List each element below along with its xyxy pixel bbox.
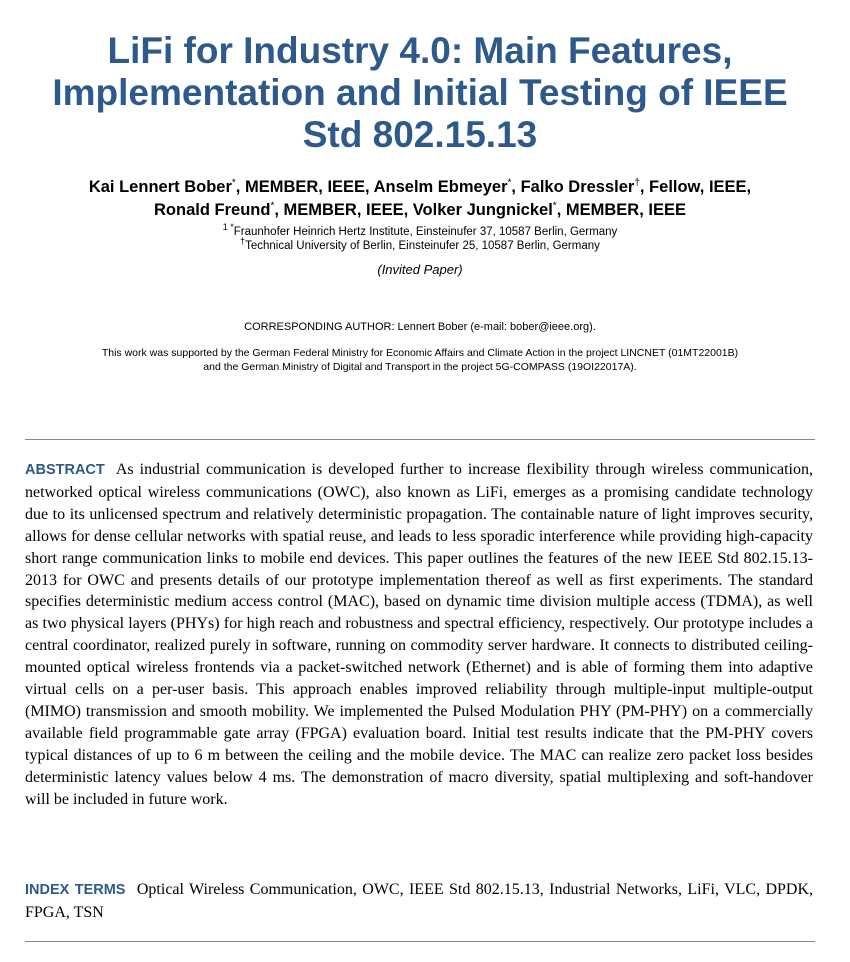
affiliation-text: Fraunhofer Heinrich Hertz Institute, Einsteinufer 37, 10587 Berlin, Germany <box>233 226 618 238</box>
author-list <box>20 176 820 222</box>
affiliation-mark: † <box>240 236 246 247</box>
abstract-text: As industrial communication is developed further to increase flexibility through wireless communication, networked optical wireless communications (OWC), also known as LiFi, emerges as a promising candidate technology due to its unlicensed spectrum and relatively deterministic propagation. The containable nature of light improves security, allows for dense cellular networks with spatial reuse, and leads to less sporadic interference while providing high-capacity short range communication links to mobile end devices. This paper outlines the features of the new IEEE Std 802.15.13-2013 for OWC and presents details of our prototype implementation thereof as well as first experiments. The standard specifies deterministic medium access control (MAC), based on dynamic time division multiple access (TDMA), as well as two physical layers (PHYs) for high reach and robustness and spectral efficiency, respectively. Our prototype includes a central coordinator, realized purely in software, running on commodity server hardware. It connects to distributed ceiling-mounted optical wireless frontends via a packet-switched network (Ethernet) and is able of forming them into adaptive virtual cells on a per-user basis. This approach enables improved reliability through multiple-input multiple-output (MIMO) transmission and smooth mobility. We implemented the Pulsed Modulation PHY (PM-PHY) on a commercially available field programmable gate array (FPGA) evaluation board. Initial test results indicate that the PM-PHY covers typical distances of up to 6 m between the ceiling and the mobile device. The MAC can realize zero packet loss besides deterministic latency values below 4 ms. The demonstration of macro diversity, spatial multiplexing and soft-handover will be included in future work. <box>25 461 814 808</box>
author-name: Kai Lennert Bober <box>88 178 232 196</box>
affiliation-mark: 1 * <box>222 222 234 233</box>
abstract-section <box>25 459 813 811</box>
top-divider <box>25 439 815 440</box>
author-mark: * <box>552 200 557 212</box>
author-suffix: , MEMBER, IEEE, <box>235 178 374 196</box>
author-suffix: , MEMBER, IEEE, <box>274 201 413 219</box>
affiliations <box>20 222 820 253</box>
author-line-2 <box>20 199 820 222</box>
paper-title: LiFi for Industry 4.0: Main Features, Implementation and Initial Testing of IEEE Std 802.15.13 <box>52 30 788 155</box>
author-suffix: , Fellow, IEEE, <box>639 178 752 196</box>
author-mark: † <box>634 177 640 189</box>
author-suffix: , <box>511 178 521 196</box>
author-name: Anselm Ebmeyer <box>373 178 508 196</box>
affiliation-text: Technical University of Berlin, Einsteinufer 25, 10587 Berlin, Germany <box>245 240 600 252</box>
funding-note <box>40 346 800 374</box>
abstract-label: ABSTRACT <box>25 462 105 478</box>
affiliation-1 <box>20 222 820 239</box>
invited-paper-note: (Invited Paper) <box>377 262 463 277</box>
author-name: Volker Jungnickel <box>412 201 553 219</box>
corresponding-author: CORRESPONDING AUTHOR: Lennert Bober (e-mail: bober@ieee.org). <box>244 321 596 333</box>
author-name: Falko Dressler <box>520 178 635 196</box>
bottom-divider <box>25 941 815 942</box>
funding-line-2: and the German Ministry of Digital and Transport in the project 5G-COMPASS (19OI22017A). <box>203 361 637 373</box>
affiliation-2 <box>20 236 820 253</box>
index-terms-section <box>25 879 813 924</box>
index-terms-text: Optical Wireless Communication, OWC, IEEE Std 802.15.13, Industrial Networks, LiFi, VLC, DPDK, FPGA, TSN <box>25 881 814 921</box>
author-mark: * <box>231 177 236 189</box>
author-mark: * <box>507 177 512 189</box>
funding-line-1: This work was supported by the German Federal Ministry for Economic Affairs and Climate Action in the project LINCNET (01MT22001B) <box>101 347 739 359</box>
author-name: Ronald Freund <box>154 201 271 219</box>
author-mark: * <box>270 200 275 212</box>
index-terms-label: INDEX TERMS <box>25 882 126 898</box>
author-suffix: , MEMBER, IEEE <box>556 201 686 219</box>
author-line-1 <box>20 176 820 199</box>
